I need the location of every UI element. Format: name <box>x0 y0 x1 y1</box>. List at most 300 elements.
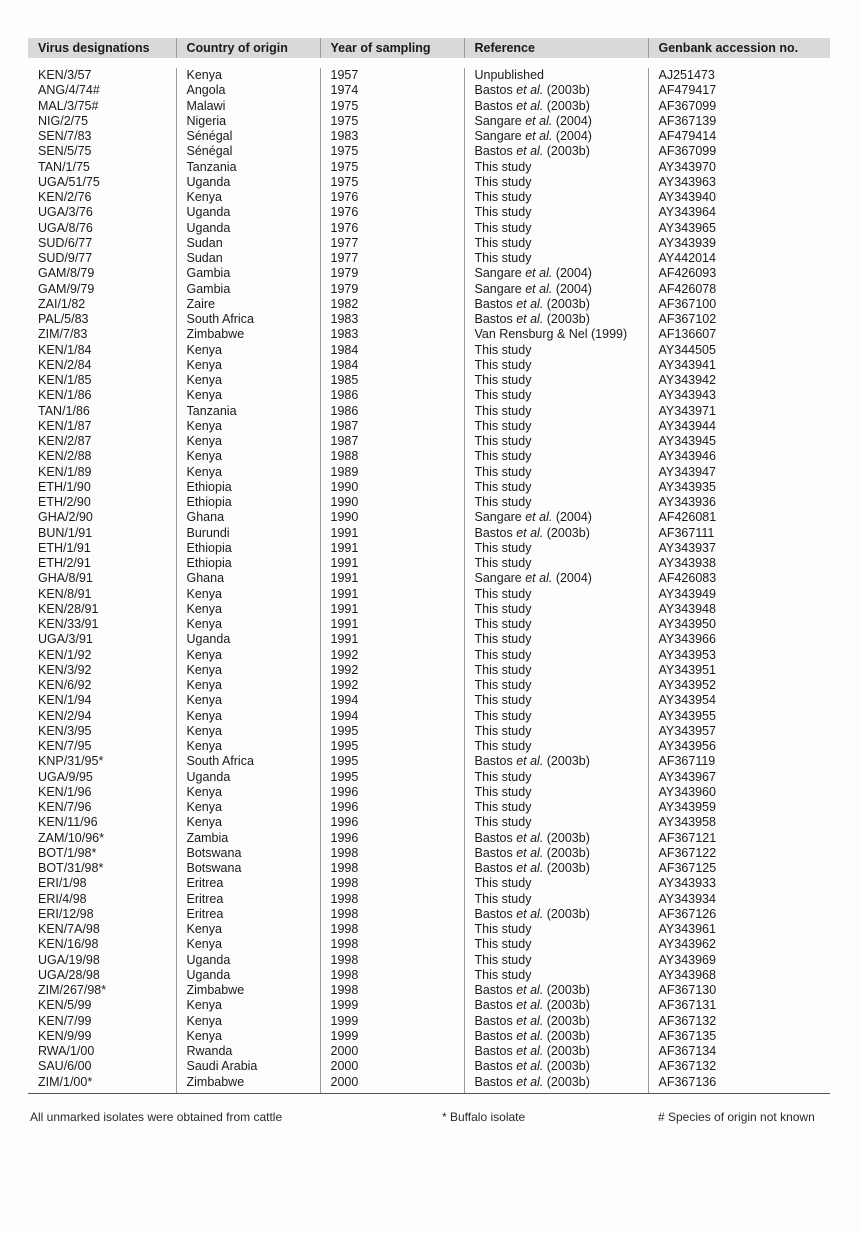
cell-country: Kenya <box>176 724 320 739</box>
cell-reference: Sangare et al. (2004) <box>464 510 648 525</box>
cell-year: 2000 <box>320 1044 464 1059</box>
cell-virus-designation: KNP/31/95* <box>38 754 104 769</box>
cell-country: Kenya <box>176 449 320 464</box>
cell-accession: AF367119 <box>648 754 830 769</box>
table-row <box>28 404 830 419</box>
cell-country: Kenya <box>176 434 320 449</box>
cell-country: Botswana <box>176 861 320 876</box>
cell-reference: This study <box>464 709 648 724</box>
cell-virus-designation: ZAI/1/82 <box>38 296 86 311</box>
table-row <box>28 480 830 495</box>
table-row <box>28 709 830 724</box>
cell-virus-designation: KEN/33/91 <box>38 617 99 631</box>
cell-reference: Bastos et al. (2003b) <box>464 861 648 876</box>
cell-virus-designation: UGA/9/95 <box>38 769 93 784</box>
table-row <box>28 190 830 205</box>
cell-reference: Sangare et al. (2004) <box>464 266 648 281</box>
cell-accession: AY343959 <box>648 800 830 815</box>
cell-accession: AY343964 <box>648 205 830 220</box>
cell-virus-designation: BOT/1/98* <box>38 845 97 860</box>
cell-year: 1992 <box>320 648 464 663</box>
cell-accession: AF367099 <box>648 144 830 159</box>
header-country-of-origin: Country of origin <box>176 38 320 58</box>
cell-reference: This study <box>464 937 648 952</box>
cell-accession: AF479417 <box>648 83 830 98</box>
table-row <box>28 282 830 297</box>
cell-accession: AY344505 <box>648 343 830 358</box>
cell-virus-designation: KEN/7A/98 <box>38 922 100 936</box>
table-row <box>28 922 830 937</box>
cell-virus-designation: KEN/6/92 <box>38 678 92 692</box>
cell-year: 1986 <box>320 404 464 419</box>
cell-virus-designation: ZIM/267/98* <box>38 983 107 997</box>
cell-reference: Bastos et al. (2003b) <box>464 1075 648 1094</box>
table-row <box>28 251 830 266</box>
cell-virus-designation: KEN/1/92 <box>38 647 92 662</box>
cell-virus-designation: ZIM/1/00* <box>28 1075 176 1094</box>
cell-virus-designation: UGA/3/91 <box>38 632 93 647</box>
cell-reference: Sangare et al. (2004) <box>464 282 648 297</box>
cell-year: 1976 <box>320 190 464 205</box>
cell-country: Zambia <box>176 831 320 846</box>
cell-virus-designation: KEN/16/98 <box>38 937 99 952</box>
cell-year: 1995 <box>320 724 464 739</box>
cell-virus-designation: RWA/1/00 <box>38 1044 95 1058</box>
cell-virus-designation: KEN/1/96 <box>38 784 92 799</box>
cell-reference: Bastos et al. (2003b) <box>464 831 648 846</box>
table-row <box>28 937 830 952</box>
cell-virus-designation: ZAM/10/96* <box>38 830 105 845</box>
cell-virus-designation: KEN/3/57 <box>38 68 92 82</box>
cell-year: 1994 <box>320 693 464 708</box>
cell-country: Uganda <box>176 205 320 220</box>
cell-virus-designation: ETH/1/91 <box>38 540 91 555</box>
cell-reference: This study <box>464 617 648 632</box>
cell-virus-designation: PAL/5/83 <box>38 312 89 326</box>
cell-virus-designation: ETH/1/90 <box>38 479 91 494</box>
cell-year: 1984 <box>320 343 464 358</box>
cell-country: Kenya <box>176 373 320 388</box>
cell-virus-designation: GAM/9/79 <box>38 281 95 296</box>
cell-accession: AY343945 <box>648 434 830 449</box>
cell-virus-designation: NIG/2/75 <box>38 113 89 128</box>
cell-accession: AY343934 <box>648 892 830 907</box>
cell-year: 1983 <box>320 312 464 327</box>
cell-accession: AF426093 <box>648 266 830 281</box>
spacer-row <box>28 58 830 68</box>
cell-country: Eritrea <box>176 907 320 922</box>
cell-reference: This study <box>464 404 648 419</box>
table-row <box>28 327 830 342</box>
cell-virus-designation: ERI/4/98 <box>38 891 87 906</box>
table-row <box>28 526 830 541</box>
cell-country: South Africa <box>176 312 320 327</box>
cell-virus-designation: KEN/7/96 <box>38 800 92 814</box>
table-row <box>28 1044 830 1059</box>
cell-country: Sénégal <box>176 129 320 144</box>
footnote-cattle: All unmarked isolates were obtained from cattle <box>30 1110 283 1124</box>
cell-virus-designation: KEN/5/99 <box>38 998 92 1013</box>
cell-reference: Unpublished <box>464 68 648 83</box>
cell-accession: AY343961 <box>648 922 830 937</box>
cell-reference: This study <box>464 968 648 983</box>
cell-reference: Bastos et al. (2003b) <box>464 99 648 114</box>
cell-reference: This study <box>464 388 648 403</box>
cell-year: 1996 <box>320 815 464 830</box>
cell-accession: AY343948 <box>648 602 830 617</box>
cell-reference: This study <box>464 663 648 678</box>
table-row <box>28 221 830 236</box>
cell-country: Saudi Arabia <box>176 1059 320 1074</box>
cell-accession: AJ251473 <box>648 68 830 83</box>
cell-year: 1987 <box>320 419 464 434</box>
cell-year: 1998 <box>320 953 464 968</box>
cell-country: Kenya <box>176 190 320 205</box>
cell-reference: This study <box>464 739 648 754</box>
table-row <box>28 800 830 815</box>
cell-accession: AY343956 <box>648 739 830 754</box>
cell-reference: Bastos et al. (2003b) <box>464 144 648 159</box>
cell-virus-designation: SUD/6/77 <box>38 235 93 250</box>
cell-reference: This study <box>464 175 648 190</box>
cell-reference: This study <box>464 221 648 236</box>
cell-reference: This study <box>464 648 648 663</box>
cell-country: Kenya <box>176 693 320 708</box>
cell-accession: AY343941 <box>648 358 830 373</box>
cell-reference: This study <box>464 343 648 358</box>
cell-accession: AY343946 <box>648 449 830 464</box>
cell-accession: AF367132 <box>648 1014 830 1029</box>
cell-virus-designation: TAN/1/75 <box>38 159 90 174</box>
table-row <box>28 449 830 464</box>
cell-reference: This study <box>464 373 648 388</box>
cell-virus-designation: BUN/1/91 <box>38 525 93 540</box>
cell-year: 1979 <box>320 282 464 297</box>
header-reference: Reference <box>464 38 648 58</box>
cell-virus-designation: ERI/1/98 <box>38 876 87 891</box>
table-row <box>28 815 830 830</box>
cell-country: Uganda <box>176 221 320 236</box>
cell-virus-designation: GAM/8/79 <box>38 266 95 281</box>
cell-accession: AY343937 <box>648 541 830 556</box>
cell-accession: AF479414 <box>648 129 830 144</box>
cell-country: Kenya <box>176 617 320 632</box>
header-virus-designation: Virus designations <box>28 38 176 58</box>
cell-year: 1998 <box>320 846 464 861</box>
cell-year: 1987 <box>320 434 464 449</box>
cell-country: Malawi <box>176 99 320 114</box>
table-row <box>28 724 830 739</box>
cell-reference: This study <box>464 419 648 434</box>
cell-accession: AY343970 <box>648 160 830 175</box>
table-row <box>28 892 830 907</box>
cell-year: 2000 <box>320 1075 464 1094</box>
cell-virus-designation: ETH/2/91 <box>38 556 91 570</box>
cell-country: Botswana <box>176 846 320 861</box>
cell-year: 1998 <box>320 861 464 876</box>
cell-year: 1998 <box>320 937 464 952</box>
cell-reference: Sangare et al. (2004) <box>464 129 648 144</box>
table-row <box>28 648 830 663</box>
cell-reference: Bastos et al. (2003b) <box>464 983 648 998</box>
cell-virus-designation: GHA/2/90 <box>38 510 93 525</box>
cell-country: Uganda <box>176 770 320 785</box>
cell-virus-designation: KEN/28/91 <box>38 601 99 616</box>
cell-virus-designation: BOT/31/98* <box>38 861 104 875</box>
cell-accession: AY343951 <box>648 663 830 678</box>
table-row <box>28 876 830 891</box>
cell-accession: AF367134 <box>648 1044 830 1059</box>
cell-virus-designation: UGA/8/76 <box>38 220 93 235</box>
table-row <box>28 388 830 403</box>
table-row <box>28 754 830 769</box>
cell-reference: Bastos et al. (2003b) <box>464 297 648 312</box>
cell-accession: AY343940 <box>648 190 830 205</box>
cell-year: 1983 <box>320 327 464 342</box>
cell-virus-designation: UGA/19/98 <box>38 952 100 967</box>
spacer-cell <box>28 58 830 68</box>
cell-year: 1998 <box>320 968 464 983</box>
cell-country: Rwanda <box>176 1044 320 1059</box>
cell-year: 1983 <box>320 129 464 144</box>
cell-year: 1992 <box>320 663 464 678</box>
cell-accession: AY343966 <box>648 632 830 647</box>
cell-virus-designation: KEN/9/99 <box>38 1028 92 1043</box>
cell-year: 1991 <box>320 602 464 617</box>
table-row <box>28 983 830 998</box>
cell-accession: AY343943 <box>648 388 830 403</box>
cell-virus-designation: KEN/11/96 <box>38 815 98 830</box>
table-row <box>28 312 830 327</box>
cell-virus-designation: SEN/5/75 <box>38 144 92 159</box>
cell-country: Uganda <box>176 175 320 190</box>
table-row <box>28 1029 830 1044</box>
cell-accession: AY343947 <box>648 465 830 480</box>
cell-reference: This study <box>464 205 648 220</box>
cell-reference: Sangare et al. (2004) <box>464 114 648 129</box>
cell-virus-designation: UGA/3/76 <box>38 205 93 220</box>
cell-country: Kenya <box>176 663 320 678</box>
table-row <box>28 434 830 449</box>
cell-year: 1991 <box>320 526 464 541</box>
cell-country: Nigeria <box>176 114 320 129</box>
cell-accession: AF426083 <box>648 571 830 586</box>
cell-accession: AF367131 <box>648 998 830 1013</box>
table-row <box>28 1075 830 1094</box>
cell-country: Kenya <box>176 815 320 830</box>
cell-country: Kenya <box>176 998 320 1013</box>
cell-reference: Bastos et al. (2003b) <box>464 1044 648 1059</box>
table-row <box>28 541 830 556</box>
cell-reference: This study <box>464 815 648 830</box>
cell-accession: AF367136 <box>648 1075 830 1094</box>
cell-virus-designation: ETH/2/90 <box>38 495 91 509</box>
table-row <box>28 632 830 647</box>
cell-accession: AY343938 <box>648 556 830 571</box>
cell-year: 1995 <box>320 770 464 785</box>
cell-reference: Bastos et al. (2003b) <box>464 998 648 1013</box>
cell-accession: AY343949 <box>648 587 830 602</box>
cell-year: 1975 <box>320 114 464 129</box>
cell-country: Kenya <box>176 465 320 480</box>
cell-accession: AF426078 <box>648 282 830 297</box>
cell-reference: This study <box>464 449 648 464</box>
table-header <box>28 38 830 58</box>
cell-country: Kenya <box>176 648 320 663</box>
table-row <box>28 907 830 922</box>
table-row <box>28 571 830 586</box>
cell-year: 1996 <box>320 785 464 800</box>
cell-year: 1989 <box>320 465 464 480</box>
cell-country: Eritrea <box>176 876 320 891</box>
cell-accession: AF367132 <box>648 1059 830 1074</box>
table-row <box>28 205 830 220</box>
cell-country: Kenya <box>176 602 320 617</box>
cell-reference: This study <box>464 160 648 175</box>
cell-year: 1991 <box>320 617 464 632</box>
cell-accession: AY343967 <box>648 770 830 785</box>
cell-accession: AF367139 <box>648 114 830 129</box>
cell-virus-designation: KEN/8/91 <box>38 586 92 601</box>
cell-virus-designation: UGA/28/98 <box>38 967 100 982</box>
cell-country: Uganda <box>176 632 320 647</box>
cell-virus-designation: KEN/2/88 <box>38 449 92 464</box>
cell-reference: This study <box>464 434 648 449</box>
cell-accession: AF367126 <box>648 907 830 922</box>
cell-virus-designation: KEN/1/89 <box>38 464 92 479</box>
table-row <box>28 953 830 968</box>
table-row <box>28 129 830 144</box>
cell-reference: This study <box>464 876 648 891</box>
table-row <box>28 343 830 358</box>
cell-reference: Van Rensburg & Nel (1999) <box>464 327 648 342</box>
cell-country: Burundi <box>176 526 320 541</box>
cell-country: Zaire <box>176 297 320 312</box>
table-row <box>28 358 830 373</box>
cell-virus-designation: KEN/1/84 <box>38 342 92 357</box>
cell-accession: AF367125 <box>648 861 830 876</box>
cell-virus-designation: KEN/1/94 <box>38 693 92 708</box>
cell-accession: AY343965 <box>648 221 830 236</box>
cell-reference: Bastos et al. (2003b) <box>464 1014 648 1029</box>
table-row <box>28 739 830 754</box>
cell-reference: This study <box>464 480 648 495</box>
cell-accession: AF367100 <box>648 297 830 312</box>
cell-year: 1990 <box>320 495 464 510</box>
cell-year: 1994 <box>320 709 464 724</box>
cell-country: South Africa <box>176 754 320 769</box>
cell-year: 1975 <box>320 175 464 190</box>
table-row <box>28 861 830 876</box>
cell-year: 1996 <box>320 831 464 846</box>
cell-virus-designation: SEN/7/83 <box>38 129 92 143</box>
cell-accession: AY343960 <box>648 785 830 800</box>
cell-country: Gambia <box>176 282 320 297</box>
cell-country: Kenya <box>176 785 320 800</box>
cell-reference: Bastos et al. (2003b) <box>464 1059 648 1074</box>
footnote-species-unknown: # Species of origin not known <box>658 1110 815 1124</box>
cell-year: 1977 <box>320 236 464 251</box>
cell-accession: AY343933 <box>648 876 830 891</box>
cell-reference: Sangare et al. (2004) <box>464 571 648 586</box>
virus-table <box>28 38 830 1094</box>
cell-country: Kenya <box>176 739 320 754</box>
table-row <box>28 510 830 525</box>
cell-year: 1975 <box>320 99 464 114</box>
table-row <box>28 968 830 983</box>
cell-virus-designation: SUD/9/77 <box>38 251 93 265</box>
cell-country: Kenya <box>176 800 320 815</box>
cell-reference: This study <box>464 495 648 510</box>
cell-virus-designation: KEN/2/94 <box>38 708 92 723</box>
cell-virus-designation: MAL/3/75# <box>38 98 99 113</box>
table-row <box>28 693 830 708</box>
cell-year: 1998 <box>320 922 464 937</box>
cell-year: 1999 <box>320 1029 464 1044</box>
table-row <box>28 266 830 281</box>
cell-reference: This study <box>464 251 648 266</box>
cell-country: Zimbabwe <box>176 983 320 998</box>
cell-virus-designation: ERI/12/98 <box>38 906 94 921</box>
cell-year: 1982 <box>320 297 464 312</box>
cell-virus-designation: ZIM/7/83 <box>38 327 88 342</box>
cell-reference: This study <box>464 892 648 907</box>
table-row <box>28 144 830 159</box>
cell-accession: AY343936 <box>648 495 830 510</box>
cell-reference: Bastos et al. (2003b) <box>464 312 648 327</box>
cell-virus-designation: SAU/6/00 <box>38 1059 92 1074</box>
cell-virus-designation: KEN/3/95 <box>38 723 92 738</box>
cell-country: Kenya <box>176 343 320 358</box>
cell-year: 1975 <box>320 160 464 175</box>
cell-reference: This study <box>464 236 648 251</box>
cell-reference: This study <box>464 800 648 815</box>
table-row <box>28 373 830 388</box>
cell-reference: Bastos et al. (2003b) <box>464 526 648 541</box>
cell-country: Uganda <box>176 968 320 983</box>
table-row <box>28 1014 830 1029</box>
cell-accession: AF426081 <box>648 510 830 525</box>
cell-accession: AY343958 <box>648 815 830 830</box>
table-body <box>28 58 830 1093</box>
cell-year: 1991 <box>320 587 464 602</box>
cell-reference: This study <box>464 724 648 739</box>
cell-country: Kenya <box>176 709 320 724</box>
cell-year: 1995 <box>320 754 464 769</box>
cell-accession: AF367099 <box>648 99 830 114</box>
cell-virus-designation: UGA/51/75 <box>38 174 100 189</box>
table-row <box>28 114 830 129</box>
cell-country: Tanzania <box>176 404 320 419</box>
cell-year: 1991 <box>320 632 464 647</box>
cell-virus-designation: KEN/3/92 <box>38 662 92 677</box>
cell-country: Kenya <box>176 937 320 952</box>
cell-reference: This study <box>464 556 648 571</box>
table-row <box>28 99 830 114</box>
table-row <box>28 236 830 251</box>
cell-year: 1991 <box>320 571 464 586</box>
cell-accession: AF367102 <box>648 312 830 327</box>
cell-virus-designation: KEN/1/85 <box>38 373 92 387</box>
cell-accession: AF367121 <box>648 831 830 846</box>
cell-country: Angola <box>176 83 320 98</box>
table-row <box>28 602 830 617</box>
cell-reference: Bastos et al. (2003b) <box>464 83 648 98</box>
cell-virus-designation: KEN/1/86 <box>38 388 92 403</box>
cell-year: 1999 <box>320 1014 464 1029</box>
cell-accession: AY343962 <box>648 937 830 952</box>
table-row <box>28 831 830 846</box>
